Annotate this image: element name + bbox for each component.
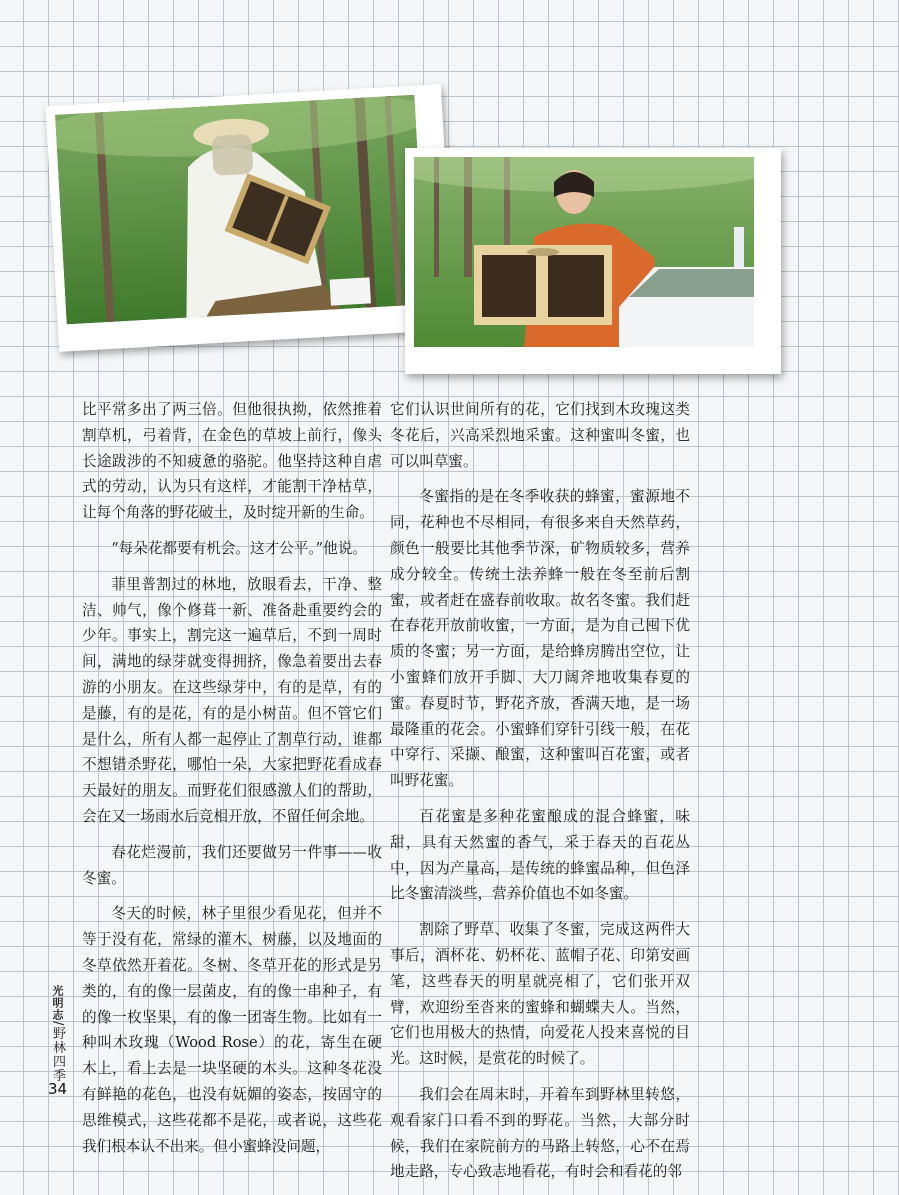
paragraph: 割除了野草、收集了冬蜜，完成这两件大事后，酒杯花、奶杯花、蓝帽子花、印第安画笔，这些春天的明星就亮相了，它们张开双臂，欢迎纷至沓来的蜜蜂和蝴蝶夫人。当然，它们也用极大的热情，向爱花人投来喜悦的目光。这时候，是赏花的时候了。 <box>390 921 690 1068</box>
paragraph: 春花烂漫前，我们还要做另一件事——收冬蜜。 <box>82 843 382 887</box>
paragraph: 冬天的时候，林子里很少看见花，但并不等于没有花，常绿的灌木、树藤，以及地面的冬草依然开着花。冬树、冬草开花的形式是另类的，有的像一层菌皮，有的像一串种子，有的像一枚坚果，有的像一团寄生物。比如有一种叫木玫瑰（Wood Rose）的花，寄生在硬木上，看上去是一块坚硬的木头。这种冬花没有鲜艳的花色，也没有妩媚的姿态，按固守的思维模式，这些花都不是花，或者说，这些花我们根本认不出来。但小蜜蜂没问题， <box>82 905 382 1155</box>
beekeeper-photo <box>45 84 454 352</box>
page-number: 34 <box>48 1080 68 1098</box>
woman-with-bee-box-photo-image <box>414 157 754 347</box>
beekeeper-photo-image <box>55 95 426 325</box>
paragraph: 冬蜜指的是在冬季收获的蜂蜜，蜜源地不同，花种也不尽相同，有很多来自天然草药，颜色一般要比其他季节深，矿物质较多，营养成分较全。传统土法养蜂一般在冬至前后割蜜，或者赶在盛春前收取。故名冬蜜。我们赶在春花开放前收蜜，一方面，是为自己囤下优质的冬蜜；另一方面，是给蜂房腾出空位，让小蜜蜂们放开手脚、大刀阔斧地收集春夏的蜜。春夏时节，野花齐放，香满天地，是一场最隆重的花会。小蜜蜂们穿针引线一般，在花中穿行、采撷、酿蜜，这种蜜叫百花蜜，或者叫野花蜜。 <box>390 488 690 790</box>
section-name: 野林四季 <box>50 1026 65 1083</box>
paragraph: 我们会在周末时，开着车到野林里转悠，观看家门口看不到的野花。当然，大部分时候，我们在家院前方的马路上转悠，心不在焉地走路，专心致志地看花，有时会和看花的邻 <box>390 1085 690 1181</box>
paragraph: 菲里普割过的林地，放眼看去，干净、整洁、帅气，像个修葺一新、准备赴重要约会的少年。事实上，割完这一遍草后，不到一周时间，满地的绿芽就变得拥挤，像急着要出去春游的小朋友。在这些绿芽中，有的是草，有的是藤，有的是花，有的是小树苗。但不管它们是什么，所有人都一起停止了割草行动，谁都不想错杀野花，哪怕一朵，大家把野花看成春天最好的朋友。而野花们很感激人们的帮助，会在又一场雨水后竞相开放，不留任何余地。 <box>82 575 382 825</box>
paragraph: “每朵花都要有机会。这才公平。”他说。 <box>111 539 367 557</box>
paragraph: 百花蜜是多种花蜜酿成的混合蜂蜜，味甜，具有天然蜜的香气，采于春天的百花丛中，因为产量高，是传统的蜂蜜品种，但色泽比冬蜜清淡些，营养价值也不如冬蜜。 <box>390 807 690 903</box>
paragraph: 它们认识世间所有的花，它们找到木玫瑰这类冬花后，兴高采烈地采蜜。这种蜜叫冬蜜，也可以叫草蜜。 <box>390 401 690 470</box>
magazine-name: 光明志 <box>51 985 64 1021</box>
right-text-column <box>390 397 690 1195</box>
woman-with-bee-box-photo <box>405 148 781 374</box>
left-text-column <box>82 397 382 1169</box>
paragraph: 比平常多出了两三倍。但他很执拗，依然推着割草机，弓着背，在金色的草坡上前行，像头长途跋涉的不知疲惫的骆驼。他坚持这种自虐式的劳动，认为只有这样，才能割干净枯草，让每个角落的野花破土，及时绽开新的生命。 <box>82 401 382 522</box>
section-label <box>47 985 67 1082</box>
label-divider: / <box>50 1021 65 1027</box>
